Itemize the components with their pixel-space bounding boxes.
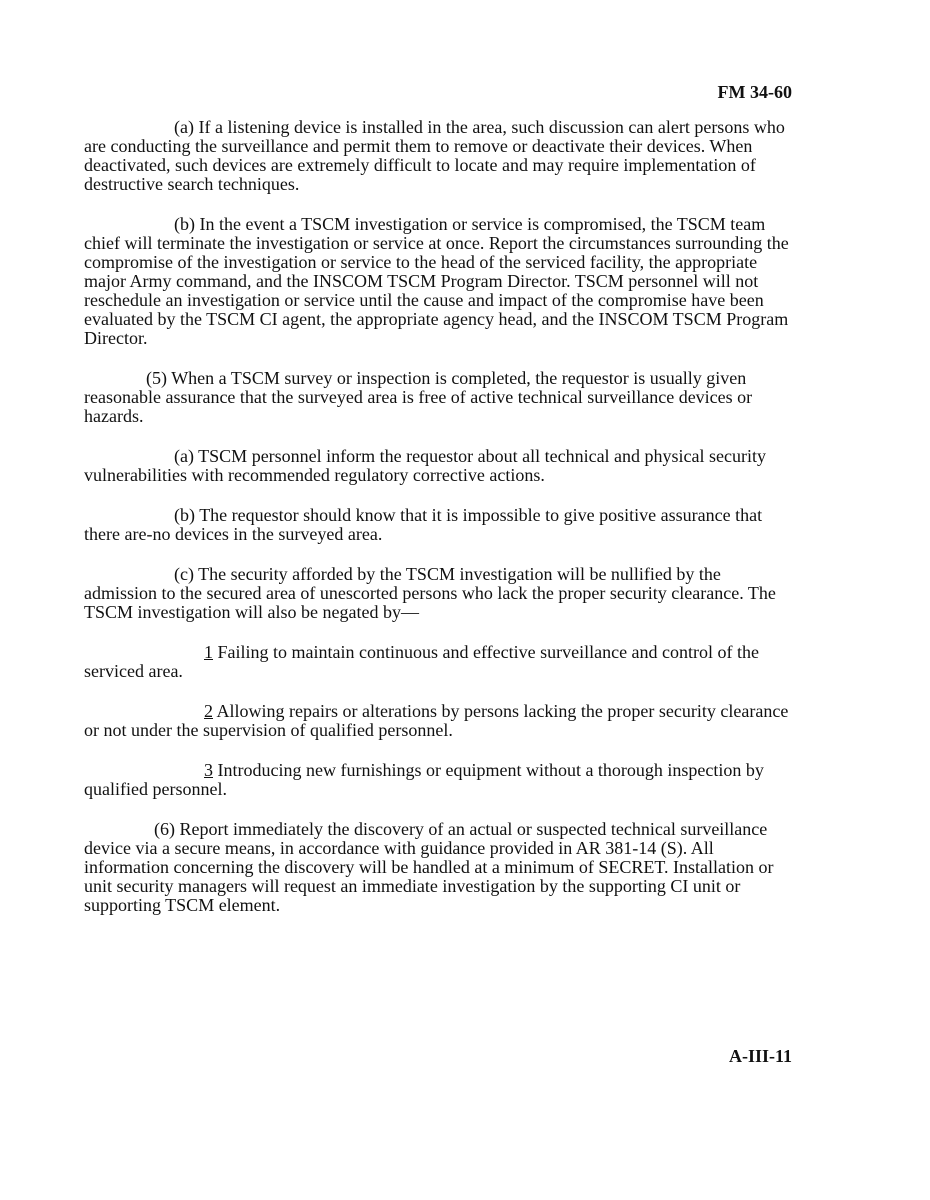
paragraph-5c-3	[84, 761, 794, 799]
paragraph-marker: (b)	[174, 505, 195, 525]
document-body	[84, 118, 794, 936]
paragraph-marker: (a)	[174, 446, 194, 466]
paragraph-5c	[84, 565, 794, 622]
paragraph-text: When a TSCM survey or inspection is completed, the requestor is usually given reasonable assurance that the surveyed area is free of active technical surveillance devices or hazards.	[84, 368, 753, 426]
paragraph-text: Failing to maintain continuous and effective surveillance and control of the serviced area.	[84, 642, 760, 681]
paragraph-5c-1	[84, 643, 794, 681]
paragraph-marker: 1	[204, 642, 213, 662]
paragraph-5a	[84, 447, 794, 485]
paragraph-marker: (b)	[174, 214, 195, 234]
paragraph-marker: (a)	[174, 117, 194, 137]
paragraph-marker: (6)	[154, 819, 175, 839]
paragraph-text: Introducing new furnishings or equipment without a thorough inspection by qualified personnel.	[84, 760, 764, 799]
paragraph-text: Report immediately the discovery of an actual or suspected technical surveillance device via a secure means, in accordance with guidance provided in AR 381-14 (S). All information concerning the discovery will be handled at a minimum of SECRET. Installation or unit security managers will request an immediate investigation by the supporting CI unit or supporting TSCM element.	[84, 819, 774, 915]
paragraph-text: The requestor should know that it is impossible to give positive assurance that there are-no devices in the surveyed area.	[84, 505, 763, 544]
paragraph-text: If a listening device is installed in the area, such discussion can alert persons who are conducting the surveillance and permit them to remove or deactivate their devices. When deactivated, such devices are extremely difficult to locate and may require implementation of destructive search techniques.	[84, 117, 785, 194]
paragraph-4a	[84, 118, 794, 194]
paragraph-text: TSCM personnel inform the requestor about all technical and physical security vulnerabilities with recommended regulatory corrective actions.	[84, 446, 767, 485]
document-id-header: FM 34-60	[717, 82, 792, 102]
paragraph-text: The security afforded by the TSCM investigation will be nullified by the admission to the secured area of unescorted persons who lack the proper security clearance. The TSCM investigation will also be negated by—	[84, 564, 776, 622]
paragraph-5c-2	[84, 702, 794, 740]
paragraph-5	[84, 369, 794, 426]
paragraph-5b	[84, 506, 794, 544]
paragraph-marker: 3	[204, 760, 213, 780]
paragraph-marker: 2	[204, 701, 213, 721]
paragraph-marker: (c)	[174, 564, 194, 584]
paragraph-6	[84, 820, 794, 915]
paragraph-4b	[84, 215, 794, 348]
paragraph-text: Allowing repairs or alterations by persons lacking the proper security clearance or not under the supervision of qualified personnel.	[84, 701, 789, 740]
page-number-footer: A-III-11	[728, 1046, 792, 1066]
paragraph-text: In the event a TSCM investigation or service is compromised, the TSCM team chief will terminate the investigation or service at once. Report the circumstances surrounding the compromise of the investigation or service to the head of the serviced facility, the appropriate major Army command, and the INSCOM TSCM Program Director. TSCM personnel will not reschedule an investigation or service until the cause and impact of the compromise have been evaluated by the TSCM CI agent, the appropriate agency head, and the INSCOM TSCM Program Director.	[84, 214, 789, 348]
paragraph-marker: (5)	[146, 368, 167, 388]
